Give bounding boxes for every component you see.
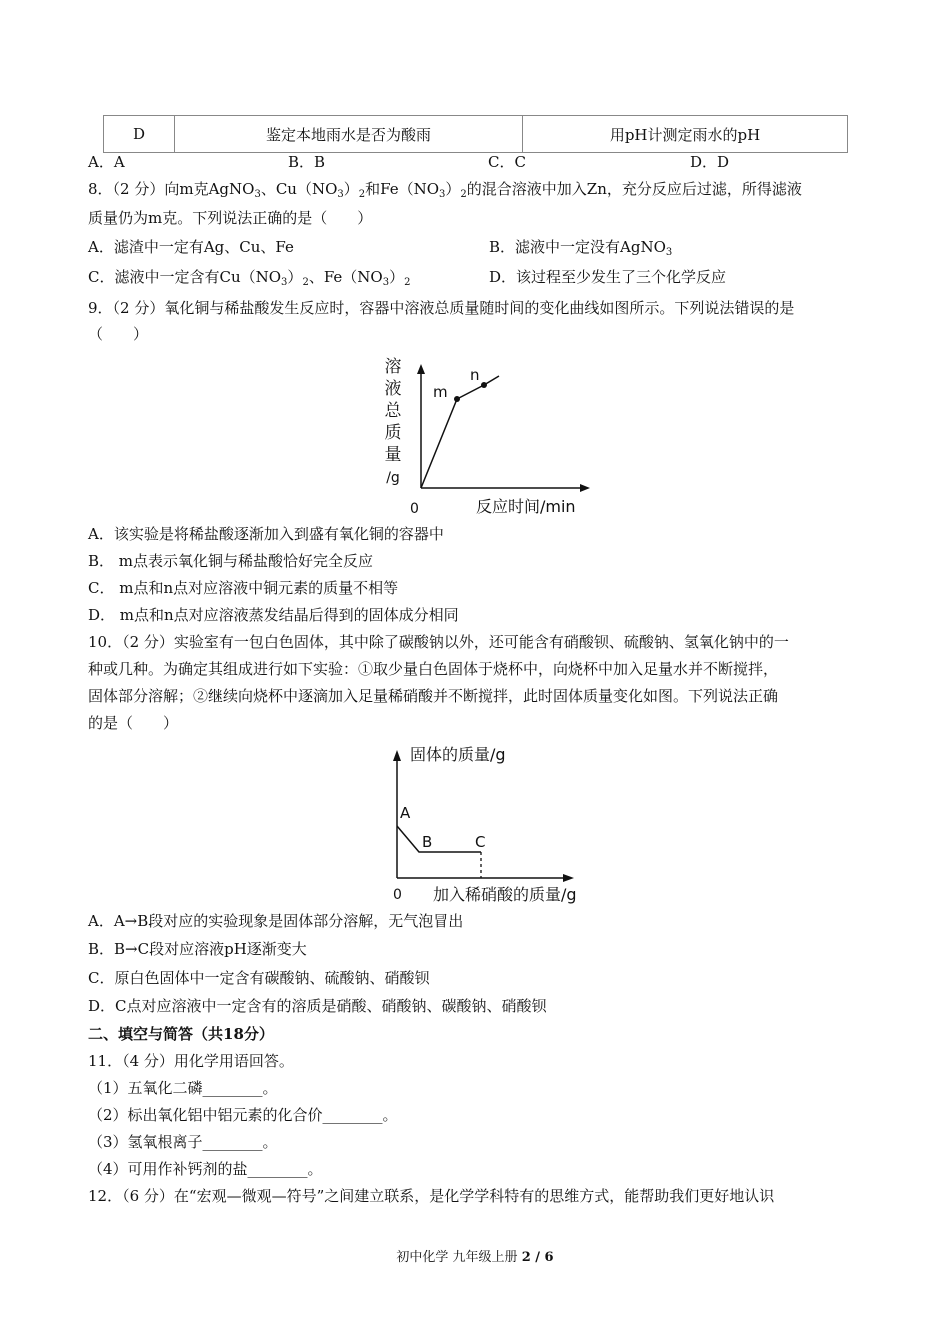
q10-curve bbox=[397, 826, 481, 852]
arrow-up-icon bbox=[393, 750, 401, 761]
answer-table bbox=[103, 115, 848, 153]
q8-option-b: B．滤液中一定没有AgNO$_3$ bbox=[489, 238, 673, 258]
q11-item-3: （3）氢氧根离子________。 bbox=[88, 1133, 278, 1151]
q11-stem: 11．（4 分）用化学用语回答。 bbox=[88, 1052, 294, 1070]
q7-option-b: B．B bbox=[288, 153, 326, 171]
q9-yunit: /g bbox=[386, 470, 400, 486]
q9-ylabel-char: 质 bbox=[384, 423, 402, 443]
q10-ylabel: 固体的质量/g bbox=[410, 745, 506, 764]
q10-option-a: A．A→B段对应的实验现象是固体部分溶解，无气泡冒出 bbox=[88, 912, 464, 930]
q8-stem-line2: 质量仍为m克。下列说法正确的是（ ） bbox=[88, 209, 373, 227]
q9-option-d: D． m点和n点对应溶液蒸发结晶后得到的固体成分相同 bbox=[88, 606, 459, 624]
arrow-right-icon bbox=[563, 874, 574, 882]
table-cell-method: 用pH计测定雨水的pH bbox=[523, 116, 848, 153]
q10-option-b: B．B→C段对应溶液pH逐渐变大 bbox=[88, 940, 307, 958]
q10-point-c-label: C bbox=[475, 833, 486, 851]
q10-xlabel: 加入稀硝酸的质量/g bbox=[433, 885, 577, 904]
q9-origin: 0 bbox=[410, 501, 419, 517]
table-row bbox=[104, 116, 848, 153]
table-cell-letter: D bbox=[104, 116, 175, 153]
q12-stem-line1: 12．（6 分）在“宏观—微观—符号”之间建立联系，是化学学科特有的思维方式，能帮助我们更好地认识 bbox=[88, 1187, 775, 1205]
q9-option-b: B． m点表示氧化铜与稀盐酸恰好完全反应 bbox=[88, 552, 374, 570]
q7-option-d: D．D bbox=[690, 153, 730, 171]
section-heading: 二、填空与简答（共18分） bbox=[88, 1025, 274, 1043]
q9-point-n bbox=[481, 382, 487, 388]
q9-option-c: C． m点和n点对应溶液中铜元素的质量不相等 bbox=[88, 579, 399, 597]
q10-stem-line3: 固体部分溶解；②继续向烧杯中逐滴加入足量稀硝酸并不断搅拌，此时固体质量变化如图。下列说法正确 bbox=[88, 687, 779, 705]
q10-stem-line1: 10．（2 分）实验室有一包白色固体，其中除了碳酸钠以外，还可能含有硝酸钡、硫酸钠、氢氧化钠中的一 bbox=[88, 633, 789, 651]
q9-point-m bbox=[454, 396, 460, 402]
q10-graph bbox=[385, 738, 595, 908]
q7-option-c: C．C bbox=[488, 153, 526, 171]
q8-stem-line1: 8．（2 分）向m克AgNO$_3$、$Cu(NO_3)_2$和$Fe(NO_3)_2$的混合溶液中加入Zn，充分反应后过滤，所得滤液 bbox=[88, 180, 802, 200]
q11-item-4: （4）可用作补钙剂的盐________。 bbox=[88, 1160, 323, 1178]
q10-stem-line4: 的是（ ） bbox=[88, 714, 179, 732]
page-footer bbox=[0, 1246, 950, 1265]
q7-option-a: A．A bbox=[88, 153, 125, 171]
q9-stem-line2: （ ） bbox=[88, 325, 149, 343]
q11-item-2: （2）标出氧化铝中铝元素的化合价________。 bbox=[88, 1106, 398, 1124]
q9-ylabel-char: 液 bbox=[384, 379, 402, 399]
q8-option-d: D．该过程至少发生了三个化学反应 bbox=[489, 268, 727, 286]
q9-stem-line1: 9．（2 分）氧化铜与稀盐酸发生反应时，容器中溶液总质量随时间的变化曲线如图所示。下列说法错误的是 bbox=[88, 299, 795, 317]
arrow-up-icon bbox=[417, 364, 425, 374]
q9-point-n-label: n bbox=[470, 366, 480, 384]
q9-graph bbox=[380, 350, 600, 520]
q10-option-c: C．原白色固体中一定含有碳酸钠、硫酸钠、硝酸钡 bbox=[88, 969, 430, 987]
q9-ylabel-char: 溶 bbox=[384, 357, 402, 377]
q10-point-a-label: A bbox=[400, 804, 411, 822]
q8-option-a: A．滤渣中一定有Ag、Cu、Fe bbox=[88, 238, 294, 256]
q9-option-a: A．该实验是将稀盐酸逐渐加入到盛有氧化铜的容器中 bbox=[88, 525, 444, 543]
arrow-right-icon bbox=[580, 484, 590, 492]
q10-point-b-label: B bbox=[422, 833, 433, 851]
q9-ylabel-char: 总 bbox=[384, 401, 402, 421]
q9-point-m-label: m bbox=[433, 383, 448, 401]
q9-xlabel: 反应时间/min bbox=[476, 497, 576, 516]
q10-option-d: D．C点对应溶液中一定含有的溶质是硝酸、硝酸钠、碳酸钠、硝酸钡 bbox=[88, 997, 547, 1015]
q9-ylabel-char: 量 bbox=[384, 445, 402, 465]
q10-origin: 0 bbox=[393, 887, 402, 903]
footer-text: 初中化学 九年级上册 bbox=[396, 1250, 522, 1265]
q8-option-c: C．滤液中一定含有$Cu(NO_3)_2$、$Fe(NO_3)_2$ bbox=[88, 268, 411, 288]
table-cell-purpose: 鉴定本地雨水是否为酸雨 bbox=[175, 116, 523, 153]
q10-stem-line2: 种或几种。为确定其组成进行如下实验：①取少量白色固体于烧杯中，向烧杯中加入足量水并不断搅拌， bbox=[88, 660, 779, 678]
page-number: 2 / 6 bbox=[521, 1250, 554, 1265]
q11-item-1: （1）五氧化二磷________。 bbox=[88, 1079, 278, 1097]
q7-options bbox=[88, 151, 848, 173]
